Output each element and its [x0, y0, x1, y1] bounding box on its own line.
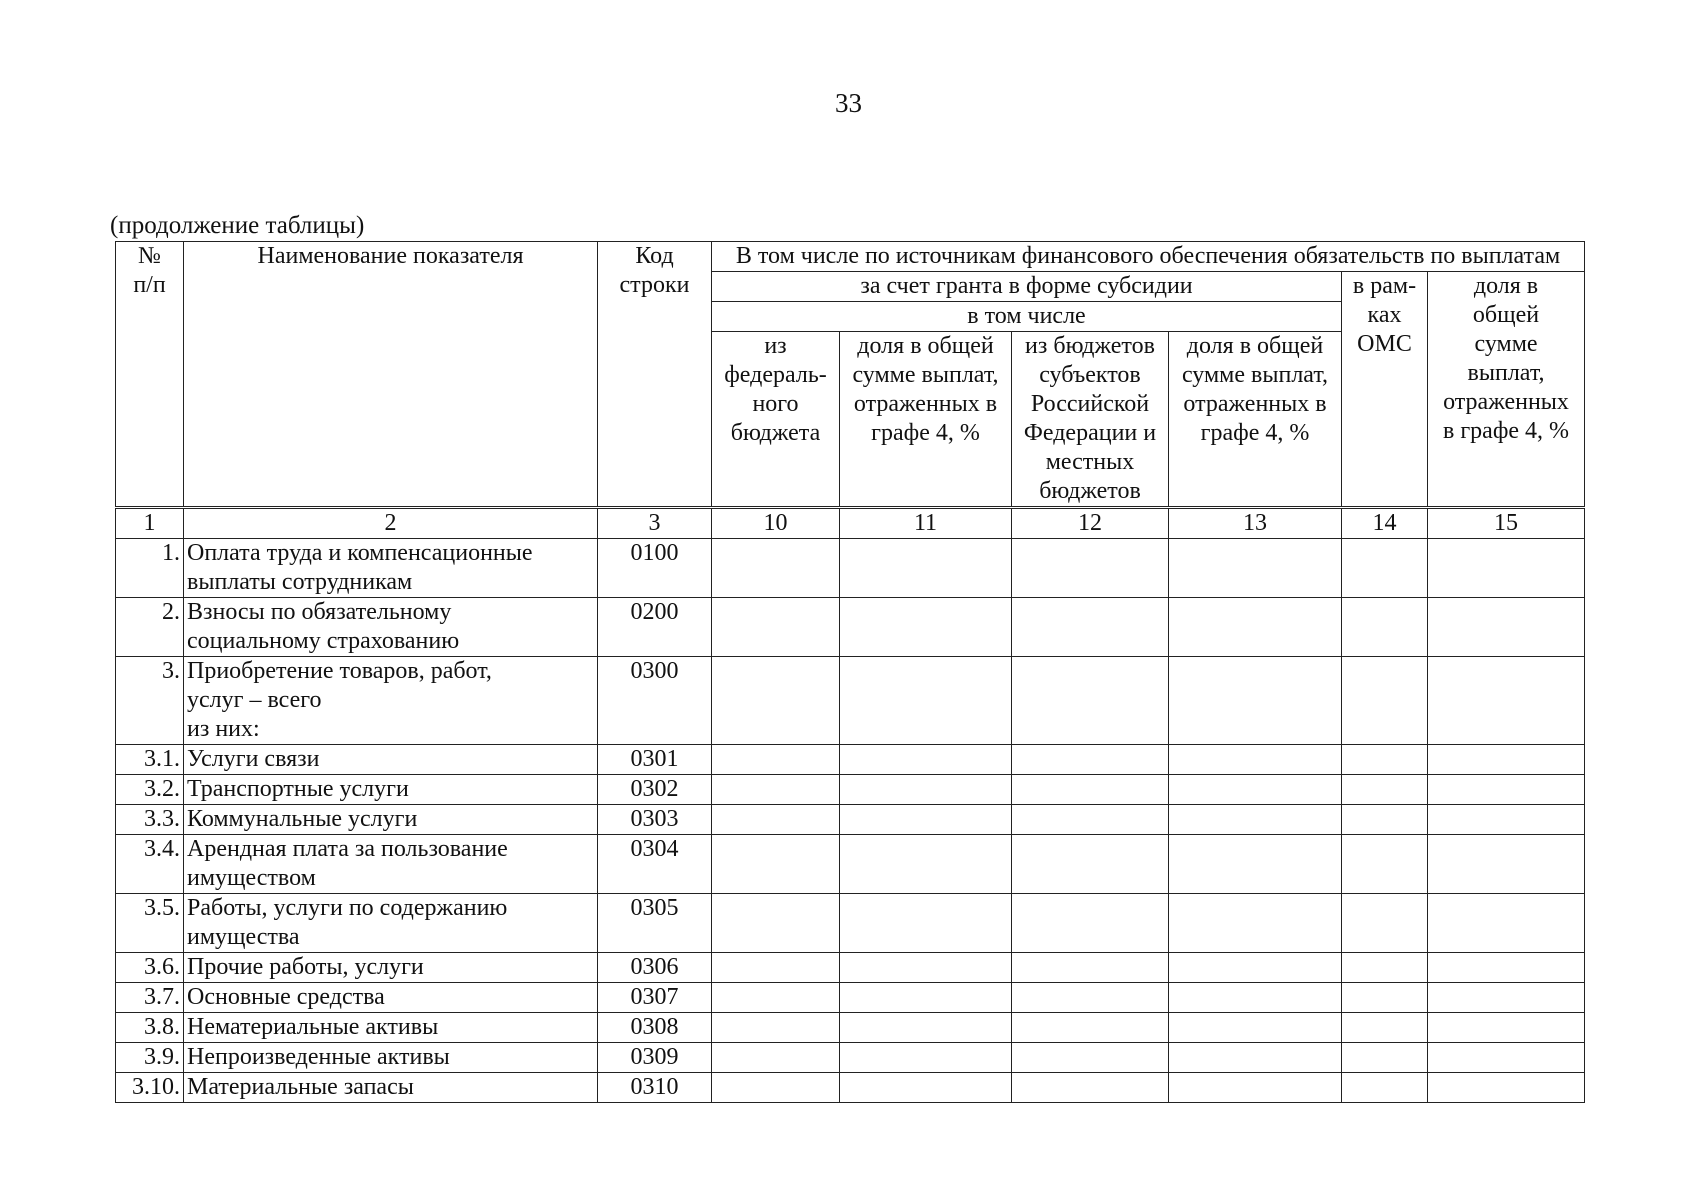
empty-value-cell [1012, 539, 1169, 598]
empty-value-cell [840, 1043, 1012, 1073]
row-code: 0310 [598, 1073, 712, 1103]
row-name: Оплата труда и компенсационные выплаты сотрудникам [184, 539, 598, 598]
empty-value-cell [840, 598, 1012, 657]
row-code: 0308 [598, 1013, 712, 1043]
empty-value-cell [712, 1073, 840, 1103]
empty-value-cell [1428, 1043, 1585, 1073]
empty-value-cell [840, 805, 1012, 835]
empty-value-cell [1342, 1013, 1428, 1043]
empty-value-cell [1169, 745, 1342, 775]
header-col14: в рам- ках ОМС [1342, 272, 1428, 508]
header-group-top: В том числе по источникам финансового обеспечения обязательств по выплатам [712, 242, 1585, 272]
column-number: 3 [598, 508, 712, 539]
empty-value-cell [1012, 953, 1169, 983]
table-caption: (продолжение таблицы) [110, 212, 365, 239]
empty-value-cell [1342, 775, 1428, 805]
empty-value-cell [1428, 775, 1585, 805]
empty-value-cell [840, 1073, 1012, 1103]
empty-value-cell [1012, 1043, 1169, 1073]
row-number: 3.3. [116, 805, 184, 835]
header-col15: доля в общей сумме выплат, отраженных в графе 4, % [1428, 272, 1585, 508]
empty-value-cell [1342, 805, 1428, 835]
header-including: в том числе [712, 302, 1342, 332]
empty-value-cell [1428, 835, 1585, 894]
row-code: 0303 [598, 805, 712, 835]
row-code: 0300 [598, 657, 712, 745]
empty-value-cell [1012, 1013, 1169, 1043]
column-number: 13 [1169, 508, 1342, 539]
page-number: 33 [835, 88, 862, 118]
empty-value-cell [840, 953, 1012, 983]
empty-value-cell [712, 1013, 840, 1043]
row-name: Прочие работы, услуги [184, 953, 598, 983]
row-code: 0100 [598, 539, 712, 598]
empty-value-cell [1428, 894, 1585, 953]
row-name: Непроизведенные активы [184, 1043, 598, 1073]
row-number: 3.5. [116, 894, 184, 953]
row-number: 3.4. [116, 835, 184, 894]
empty-value-cell [1428, 1013, 1585, 1043]
row-name: Основные средства [184, 983, 598, 1013]
header-col11: доля в общей сумме выплат, отраженных в графе 4, % [840, 332, 1012, 508]
header-col12: из бюджетов субъектов Российской Федерации и местных бюджетов [1012, 332, 1169, 508]
row-number: 3. [116, 657, 184, 745]
row-number: 1. [116, 539, 184, 598]
empty-value-cell [1169, 598, 1342, 657]
empty-value-cell [1169, 1043, 1342, 1073]
empty-value-cell [1428, 745, 1585, 775]
empty-value-cell [1012, 894, 1169, 953]
row-code: 0200 [598, 598, 712, 657]
empty-value-cell [712, 745, 840, 775]
empty-value-cell [840, 745, 1012, 775]
header-code: Код строки [598, 242, 712, 508]
empty-value-cell [1342, 1043, 1428, 1073]
row-name: Нематериальные активы [184, 1013, 598, 1043]
row-code: 0307 [598, 983, 712, 1013]
empty-value-cell [1169, 805, 1342, 835]
column-number: 15 [1428, 508, 1585, 539]
empty-value-cell [1169, 983, 1342, 1013]
row-name: Материальные запасы [184, 1073, 598, 1103]
empty-value-cell [1428, 657, 1585, 745]
empty-value-cell [1342, 598, 1428, 657]
report-table [115, 241, 1585, 1103]
row-number: 2. [116, 598, 184, 657]
empty-value-cell [840, 894, 1012, 953]
empty-value-cell [1342, 657, 1428, 745]
header-num: № п/п [116, 242, 184, 508]
table-row [116, 745, 1585, 775]
empty-value-cell [1342, 1073, 1428, 1103]
table-row [116, 983, 1585, 1013]
row-name: Коммунальные услуги [184, 805, 598, 835]
empty-value-cell [712, 894, 840, 953]
empty-value-cell [1012, 598, 1169, 657]
empty-value-cell [1428, 983, 1585, 1013]
table-row [116, 657, 1585, 745]
empty-value-cell [840, 657, 1012, 745]
row-name: Транспортные услуги [184, 775, 598, 805]
empty-value-cell [1169, 835, 1342, 894]
empty-value-cell [712, 598, 840, 657]
empty-value-cell [1428, 598, 1585, 657]
empty-value-cell [1342, 539, 1428, 598]
empty-value-cell [1169, 1073, 1342, 1103]
table-row [116, 539, 1585, 598]
row-number: 3.7. [116, 983, 184, 1013]
table-row [116, 894, 1585, 953]
table-row [116, 775, 1585, 805]
empty-value-cell [712, 775, 840, 805]
empty-value-cell [712, 657, 840, 745]
empty-value-cell [1012, 745, 1169, 775]
empty-value-cell [840, 835, 1012, 894]
empty-value-cell [1342, 953, 1428, 983]
column-number: 2 [184, 508, 598, 539]
empty-value-cell [1428, 539, 1585, 598]
row-number: 3.2. [116, 775, 184, 805]
row-name: Приобретение товаров, работ, услуг – всего из них: [184, 657, 598, 745]
row-number: 3.8. [116, 1013, 184, 1043]
header-grant: за счет гранта в форме субсидии [712, 272, 1342, 302]
empty-value-cell [712, 983, 840, 1013]
table-row [116, 598, 1585, 657]
empty-value-cell [1342, 835, 1428, 894]
table-row [116, 1073, 1585, 1103]
header-col10: из федераль- ного бюджета [712, 332, 840, 508]
empty-value-cell [1169, 539, 1342, 598]
table-row [116, 835, 1585, 894]
empty-value-cell [840, 983, 1012, 1013]
header-name: Наименование показателя [184, 242, 598, 508]
empty-value-cell [1012, 657, 1169, 745]
table-row [116, 1043, 1585, 1073]
empty-value-cell [712, 835, 840, 894]
empty-value-cell [712, 1043, 840, 1073]
empty-value-cell [712, 805, 840, 835]
column-number: 14 [1342, 508, 1428, 539]
row-number: 3.9. [116, 1043, 184, 1073]
column-number: 1 [116, 508, 184, 539]
empty-value-cell [1169, 657, 1342, 745]
empty-value-cell [840, 539, 1012, 598]
empty-value-cell [1169, 894, 1342, 953]
column-number-row [116, 508, 1585, 539]
empty-value-cell [1342, 894, 1428, 953]
empty-value-cell [1342, 745, 1428, 775]
row-code: 0304 [598, 835, 712, 894]
empty-value-cell [1428, 1073, 1585, 1103]
empty-value-cell [1169, 775, 1342, 805]
column-number: 11 [840, 508, 1012, 539]
empty-value-cell [1169, 1013, 1342, 1043]
empty-value-cell [1428, 953, 1585, 983]
row-number: 3.6. [116, 953, 184, 983]
empty-value-cell [840, 775, 1012, 805]
empty-value-cell [1012, 1073, 1169, 1103]
empty-value-cell [1012, 983, 1169, 1013]
row-name: Взносы по обязательному социальному страхованию [184, 598, 598, 657]
row-code: 0302 [598, 775, 712, 805]
row-number: 3.10. [116, 1073, 184, 1103]
empty-value-cell [1342, 983, 1428, 1013]
row-code: 0306 [598, 953, 712, 983]
empty-value-cell [712, 953, 840, 983]
row-code: 0305 [598, 894, 712, 953]
empty-value-cell [1012, 775, 1169, 805]
row-code: 0309 [598, 1043, 712, 1073]
header-col13: доля в общей сумме выплат, отраженных в графе 4, % [1169, 332, 1342, 508]
table-row [116, 1013, 1585, 1043]
column-number: 12 [1012, 508, 1169, 539]
row-code: 0301 [598, 745, 712, 775]
column-number: 10 [712, 508, 840, 539]
row-name: Работы, услуги по содержанию имущества [184, 894, 598, 953]
empty-value-cell [1428, 805, 1585, 835]
empty-value-cell [1012, 805, 1169, 835]
empty-value-cell [1012, 835, 1169, 894]
row-name: Арендная плата за пользование имуществом [184, 835, 598, 894]
empty-value-cell [712, 539, 840, 598]
table-row [116, 953, 1585, 983]
row-number: 3.1. [116, 745, 184, 775]
table-row [116, 805, 1585, 835]
empty-value-cell [1169, 953, 1342, 983]
empty-value-cell [840, 1013, 1012, 1043]
row-name: Услуги связи [184, 745, 598, 775]
